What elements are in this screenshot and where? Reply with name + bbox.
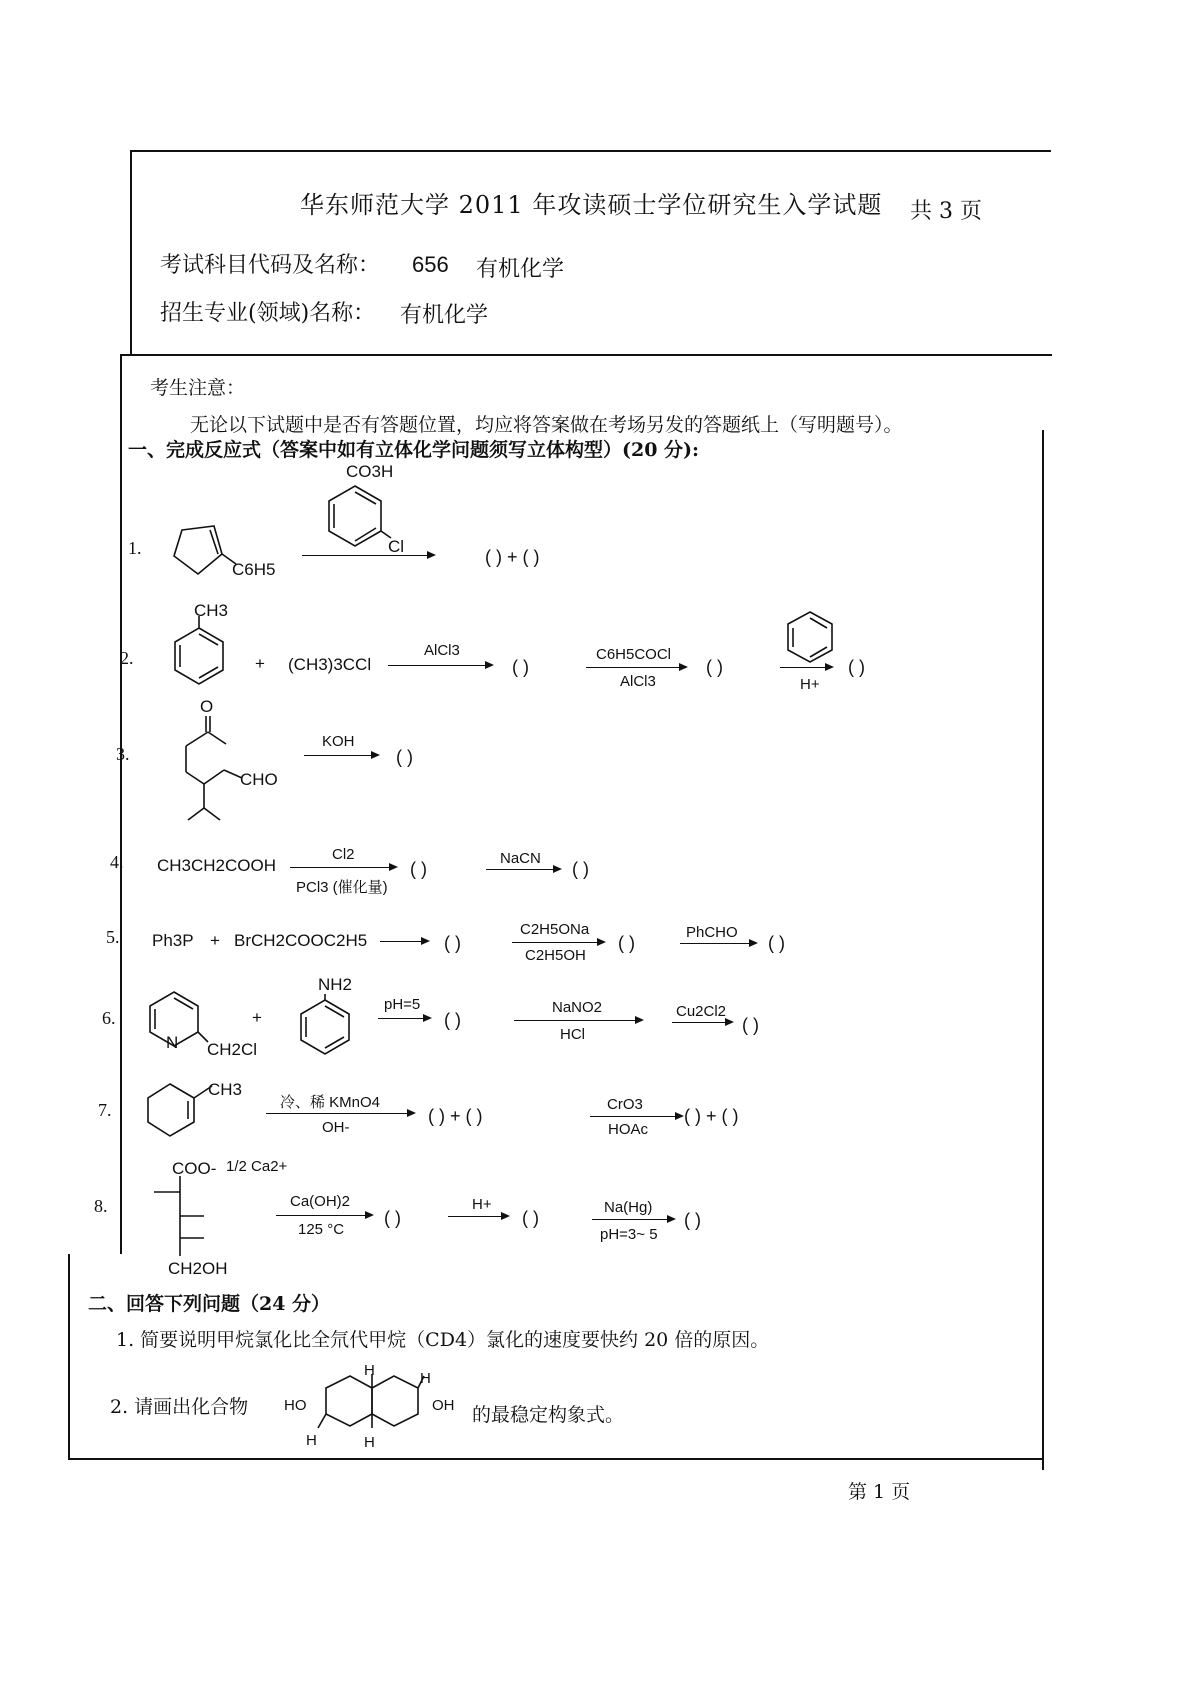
frame-left-lower (120, 354, 122, 1254)
q6-cu2cl2: Cu2Cl2 (676, 1003, 727, 1020)
q7-number: 7. (98, 1100, 112, 1120)
section2-q2-prefix: 2. 请画出化合物 (110, 1396, 249, 1418)
q7-arrow2 (590, 1116, 682, 1117)
q8-ch2oh: CH2OH (168, 1259, 228, 1278)
h-bottom-left-label: H (306, 1432, 317, 1449)
q7-arrow1 (266, 1113, 414, 1114)
frame-mid (122, 354, 1052, 356)
q2-r2-bottom: AlCl3 (620, 673, 656, 690)
q5-arrow2 (512, 942, 604, 943)
q1-arrow (302, 555, 434, 556)
major-label: 招生专业(领域)名称： (160, 301, 376, 326)
notice-text: 无论以下试题中是否有答题位置，均应将答案做在考场另发的答题纸上（写明题号）。 (190, 414, 903, 436)
section2-q2-suffix: 的最稳定构象式。 (472, 1404, 625, 1426)
q2-arrow1 (388, 665, 492, 666)
q3-blank: ( ) (396, 747, 413, 767)
q6-blank1: ( ) (444, 1010, 461, 1030)
exam-title: 华东师范大学 2011 年攻读硕士学位研究生入学试题 (300, 191, 883, 219)
q6-blank2: ( ) (742, 1015, 759, 1035)
notice-title: 考生注意： (150, 377, 246, 399)
q4-pcl3: PCl3 (催化量) (296, 879, 388, 896)
q6-hcl: HCl (560, 1026, 585, 1043)
q2-ho-label: HO (284, 1397, 307, 1414)
q2-r2-top: C6H5COCl (596, 646, 672, 663)
q2-blank2: ( ) (706, 657, 723, 677)
q3-cho: CHO (240, 770, 278, 789)
h-top-label: H (364, 1362, 375, 1379)
q5-blank3: ( ) (768, 933, 785, 953)
section1-title: 一、完成反应式（答案中如有立体化学问题须写立体构型）(20 分): (128, 439, 700, 461)
q1-number: 1. (128, 538, 142, 558)
q8-temp: 125 °C (298, 1221, 345, 1238)
q6-plus: + (252, 1008, 262, 1027)
frame-bottom (68, 1458, 1043, 1460)
q8-caoh2: Ca(OH)2 (290, 1193, 351, 1210)
q5-arrow3 (680, 943, 756, 944)
q5-etoh: C2H5OH (525, 947, 586, 964)
q2-number: 2. (120, 648, 134, 668)
q4-nacn: NaCN (500, 850, 541, 867)
q3-number: 3. (116, 744, 130, 764)
q6-ch2cl: CH2Cl (207, 1040, 258, 1059)
q6-arrow1 (378, 1018, 430, 1019)
q8-hplus: H+ (472, 1196, 492, 1213)
q4-arrow1 (290, 867, 396, 868)
q7-kmno4: 冷、稀 KMnO4 (280, 1094, 381, 1111)
q8-arrow3 (592, 1219, 674, 1220)
q5-number: 5. (106, 927, 120, 947)
section2-title: 二、回答下列问题（24 分） (88, 1293, 331, 1315)
q2-blank3: ( ) (848, 657, 865, 677)
frame-left (130, 150, 132, 355)
q5-naoet: C2H5ONa (520, 921, 590, 938)
section2-q1: 1. 简要说明甲烷氯化比全氘代甲烷（CD4）氯化的速度要快约 20 倍的原因。 (116, 1329, 770, 1351)
q6-n: N (166, 1033, 179, 1052)
q1-phenylcyclopentene-structure (170, 520, 230, 580)
q5-arrow1 (380, 941, 428, 942)
q5-reactant2: BrCH2COOC2H5 (234, 931, 368, 950)
h-bottom-label: H (364, 1434, 375, 1451)
q2-oh-label: OH (432, 1397, 455, 1414)
q6-arrow3 (672, 1022, 732, 1023)
q8-nahg: Na(Hg) (604, 1199, 653, 1216)
q2-plus: + (255, 654, 265, 673)
q6-aniline-structure (298, 994, 352, 1058)
q2-arrow3 (780, 667, 832, 668)
q4-arrow2 (486, 869, 560, 870)
q4-reactant: CH3CH2COOH (157, 856, 277, 875)
frame-top (131, 150, 1051, 152)
subject-code: 656 (412, 252, 449, 277)
q2-alcl3: AlCl3 (424, 642, 460, 659)
q6-nh2: NH2 (318, 975, 353, 994)
frame-right (1042, 430, 1044, 1470)
subject-name: 有机化学 (476, 257, 565, 282)
q3-oxygen: O (200, 697, 214, 716)
q8-blank3: ( ) (684, 1210, 701, 1230)
q6-number: 6. (102, 1008, 116, 1028)
q6-pyridine-structure (148, 990, 210, 1050)
q8-fischer-structure (150, 1176, 210, 1260)
q5-plus: + (210, 931, 220, 950)
q7-oh: OH- (322, 1119, 350, 1136)
q7-cro3: CrO3 (607, 1096, 643, 1113)
q8-arrow1 (276, 1215, 372, 1216)
q7-hoac: HOAc (608, 1121, 649, 1138)
q2-benzene-structure (786, 610, 834, 664)
q5-phcho: PhCHO (686, 924, 738, 941)
q2-blank1: ( ) (512, 657, 529, 677)
q6-arrow2 (514, 1020, 642, 1021)
q1-co3h: CO3H (346, 462, 394, 481)
frame-left-bottom (68, 1254, 70, 1458)
total-pages: 共 3 页 (910, 199, 982, 224)
q6-nano2: NaNO2 (552, 999, 603, 1016)
q7-blank2: ( ) + ( ) (684, 1106, 739, 1126)
q6-ph5: pH=5 (384, 996, 421, 1013)
major-name: 有机化学 (400, 303, 489, 328)
q8-arrow2 (448, 1216, 508, 1217)
q2-ch3: CH3 (194, 601, 229, 620)
q3-koh: KOH (322, 733, 355, 750)
q1-cl: Cl (388, 537, 405, 556)
q4-blank1: ( ) (410, 859, 427, 879)
q7-blank1: ( ) + ( ) (428, 1106, 483, 1126)
q1-blank: ( ) + ( ) (485, 547, 540, 567)
q5-blank2: ( ) (618, 933, 635, 953)
q8-ph: pH=3~ 5 (600, 1226, 658, 1243)
q3-arrow (304, 755, 378, 756)
q7-ch3: CH3 (208, 1080, 243, 1099)
q1-c6h5: C6H5 (232, 560, 276, 579)
decalindiol-structure (316, 1370, 428, 1436)
page-number: 第 1 页 (848, 1481, 911, 1503)
q2-hplus: H+ (800, 676, 820, 693)
q1-mcpba-ring (325, 484, 385, 550)
h-right-label: H (420, 1370, 431, 1387)
q8-ca: 1/2 Ca2+ (226, 1158, 288, 1175)
q2-reagent1: (CH3)3CCl (288, 655, 372, 674)
q8-coo: COO- (172, 1159, 217, 1178)
q4-blank2: ( ) (572, 859, 589, 879)
q2-arrow2 (586, 667, 686, 668)
subject-label: 考试科目代码及名称： (160, 253, 381, 278)
q5-blank1: ( ) (444, 933, 461, 953)
q2-toluene-structure (172, 616, 226, 682)
q5-ph3p: Ph3P (152, 931, 194, 950)
q3-ketoaldehyde-structure (170, 716, 250, 824)
q4-cl2: Cl2 (332, 846, 355, 863)
q8-blank2: ( ) (522, 1208, 539, 1228)
q8-blank1: ( ) (384, 1208, 401, 1228)
q8-number: 8. (94, 1196, 108, 1216)
q4-number: 4. (110, 852, 124, 872)
